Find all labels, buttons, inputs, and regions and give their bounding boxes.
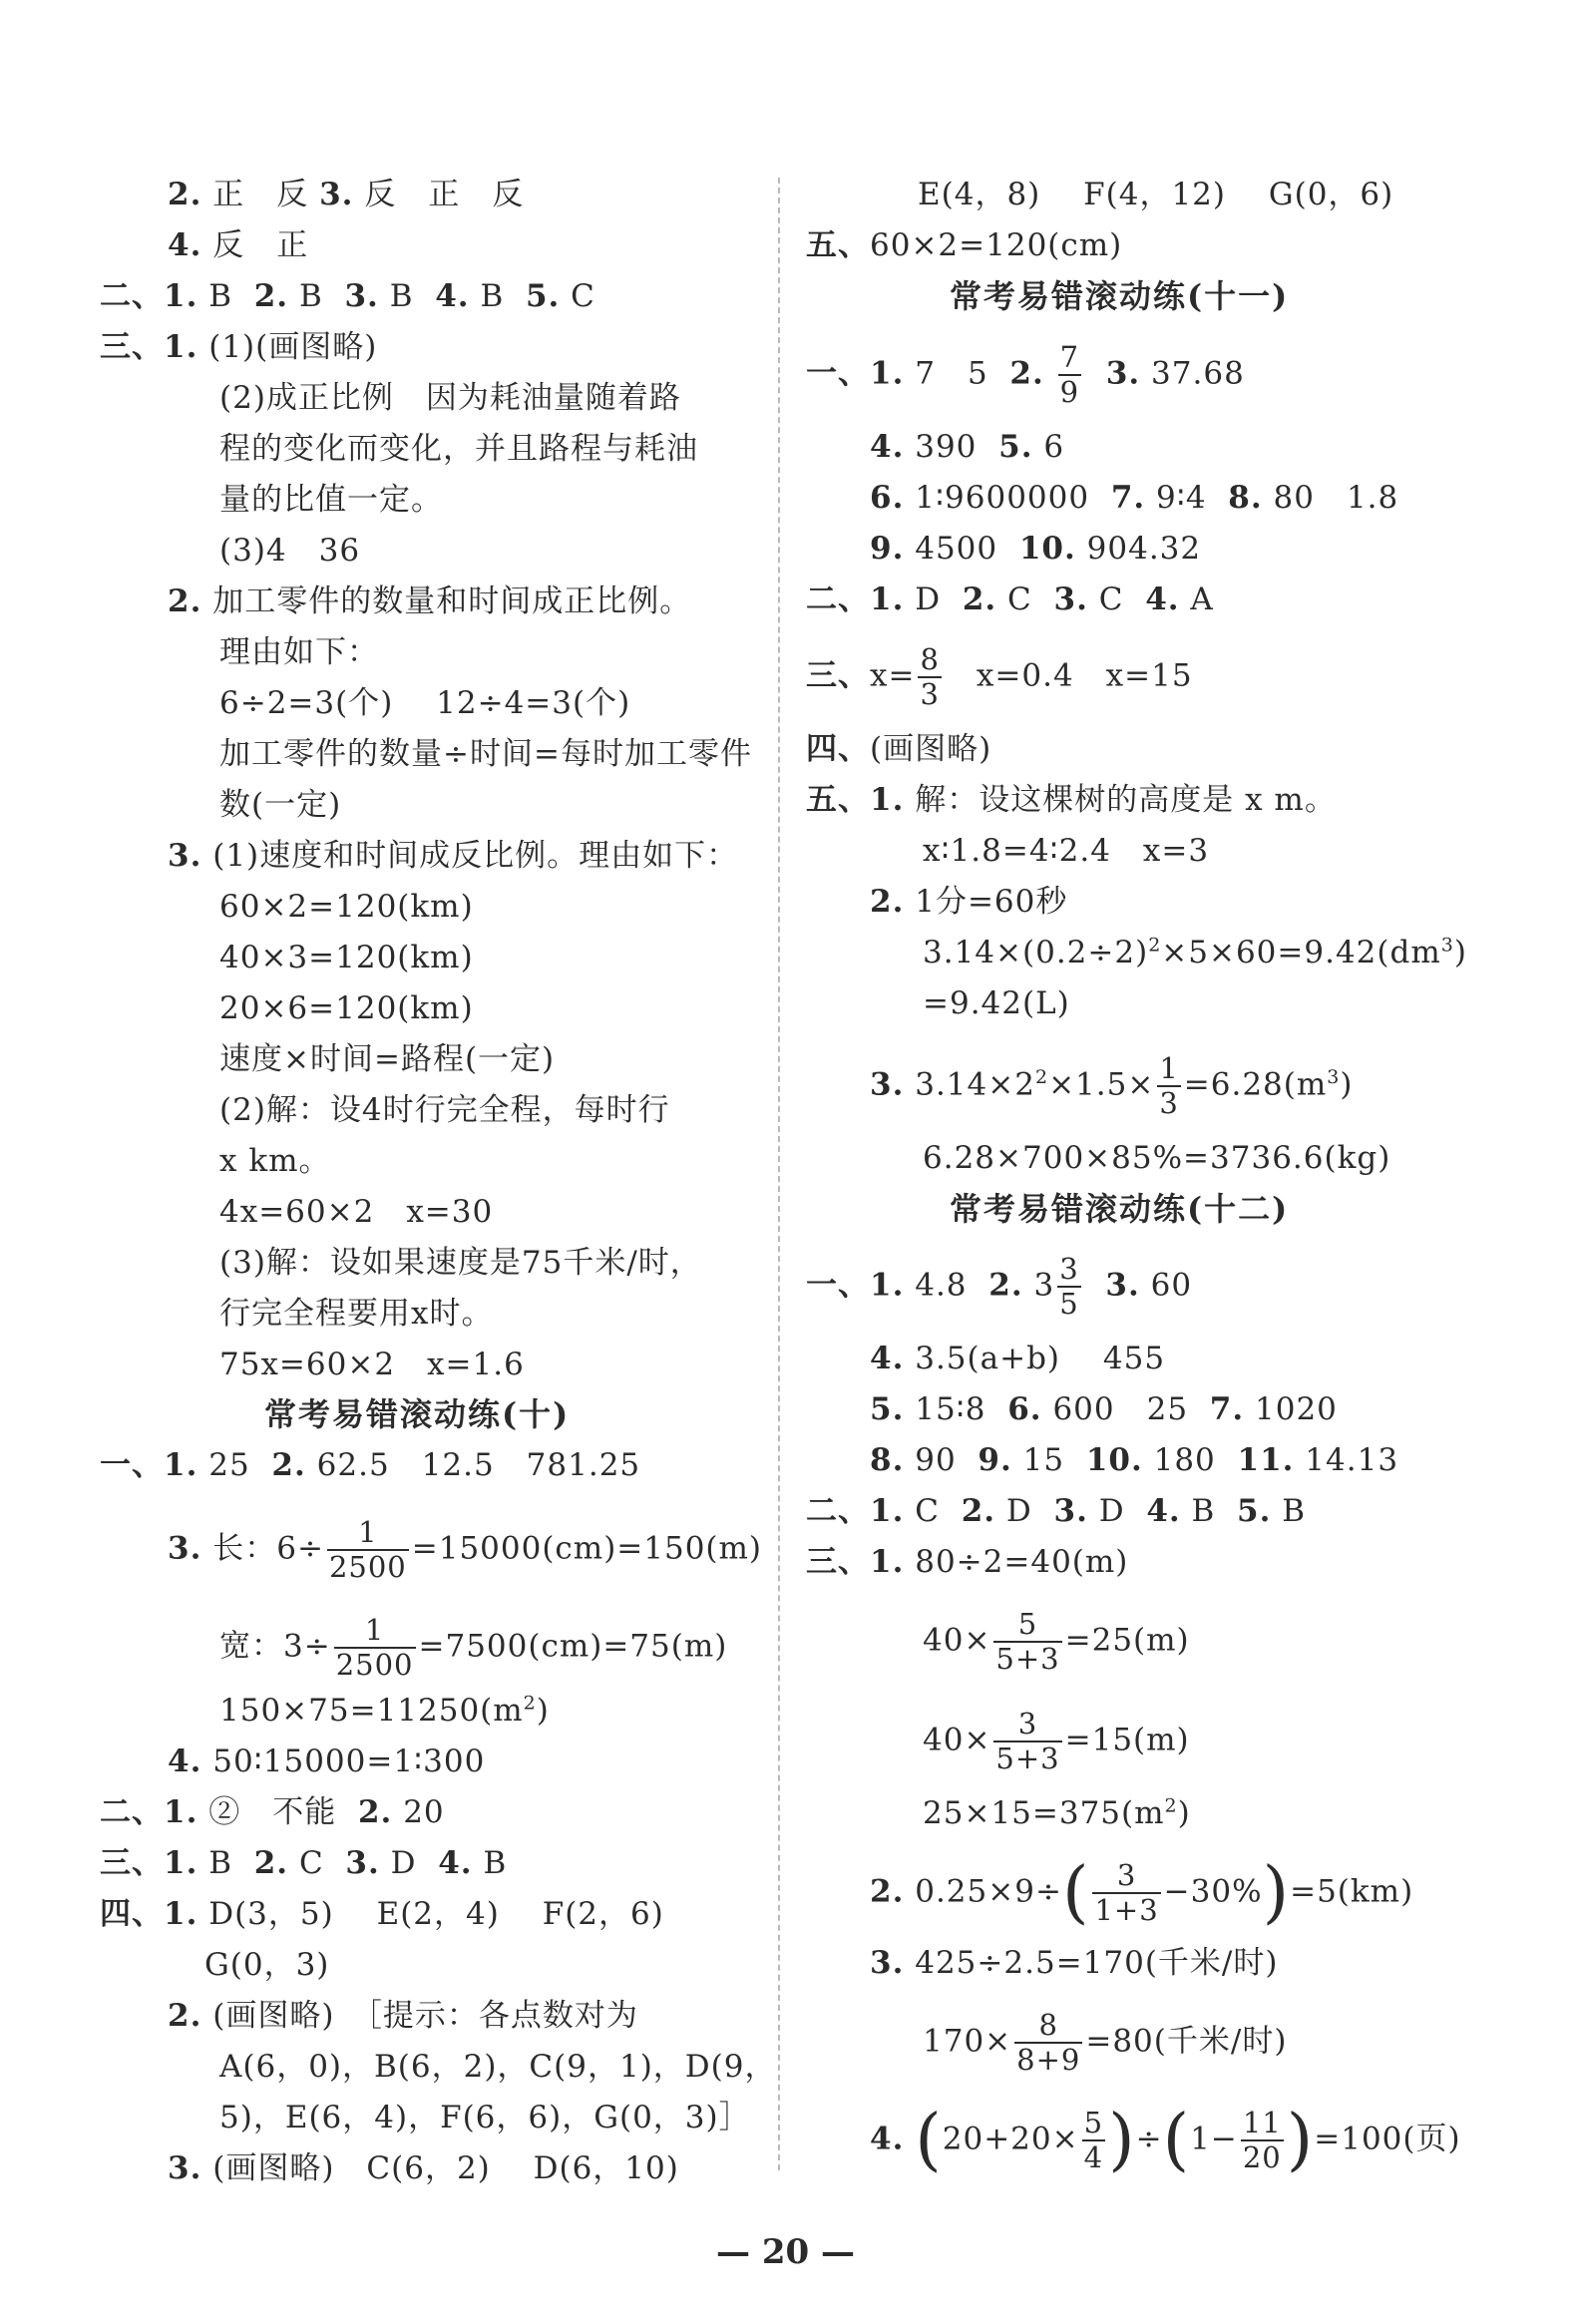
section-label: 二、 [806, 581, 870, 617]
answer: B [1282, 1493, 1307, 1529]
answer: 60 [1150, 1267, 1193, 1304]
fraction [1082, 2107, 1105, 2174]
answer: C [1007, 581, 1032, 617]
section-heading: 常考易错滚动练(十) [264, 1395, 571, 1433]
line-r23 [923, 1607, 1190, 1676]
item-number: 9. [870, 531, 905, 567]
item-number: 9. [978, 1442, 1012, 1478]
line-l7: 量的比值一定。 [219, 482, 443, 518]
item-number: 2. [271, 1447, 306, 1483]
line-r16: 6.28×700×85%=3736.6(kg) [923, 1140, 1391, 1176]
line-r4 [870, 427, 1064, 467]
item-number: 1. [164, 1794, 198, 1830]
line-l31 [100, 1843, 507, 1883]
answer: (1)速度和时间成反比例。理由如下： [212, 838, 739, 874]
answer: 425÷2.5=170(千米/时) [915, 1945, 1279, 1981]
answer: D(3，5) E(2，4) F(2，6) [208, 1896, 664, 1932]
denominator: 20 [1242, 2140, 1282, 2174]
numerator: 5 [1017, 1607, 1038, 1641]
expr: 40× [923, 1722, 991, 1758]
denominator: 4 [1083, 2140, 1104, 2174]
numerator: 1 [364, 1613, 385, 1647]
line-r21 [806, 1491, 1306, 1531]
answer: B [208, 278, 233, 314]
expr: 40× [923, 1622, 991, 1659]
line-l2 [168, 225, 308, 265]
expr: 0.25×9÷ [915, 1873, 1062, 1910]
section-label: 二、 [806, 1493, 870, 1529]
line-r14: =9.42(L) [923, 985, 1070, 1021]
line-l3 [100, 276, 595, 316]
item-number: 2. [168, 583, 202, 619]
expr: =80(千米/时) [1085, 2023, 1288, 2060]
item-number: 1. [164, 329, 198, 365]
denominator: 3 [920, 677, 940, 711]
line-l16: 40×3=120(km) [219, 940, 474, 975]
item-number: 3. [1105, 1267, 1140, 1304]
answer: (画图略) C(6，2) D(6，10) [212, 2150, 679, 2186]
expr: −30% [1163, 1873, 1263, 1910]
expr: ) [1177, 1795, 1191, 1831]
answer: 600 25 [1052, 1391, 1189, 1427]
answer: A [1190, 581, 1214, 617]
item-number: 10. [1085, 1442, 1143, 1478]
line-r6 [870, 529, 1201, 569]
expr: =15(m) [1064, 1722, 1190, 1758]
item-number: 5. [998, 429, 1033, 465]
answer: 3.5(a+b) 455 [915, 1341, 1166, 1376]
line-r11: x∶1.8=4∶2.4 x=3 [923, 833, 1210, 869]
answer: 1∶9600000 [915, 480, 1090, 516]
item-number: 3. [345, 1845, 380, 1881]
item-number: 2. [962, 581, 997, 617]
section-heading: 常考易错滚动练(十二) [950, 1190, 1290, 1228]
answer: B [480, 278, 505, 314]
section-label: 三、 [806, 1544, 870, 1580]
answer: 1020 [1255, 1391, 1338, 1427]
expr: =100(页) [1314, 2121, 1461, 2157]
superscript: 2 [1164, 1794, 1178, 1817]
expr: 20+20× [942, 2121, 1079, 2157]
item-number: 2. [253, 278, 289, 314]
answer: 6 [1043, 429, 1065, 465]
line-r9 [806, 729, 991, 769]
section-heading: 常考易错滚动练(十一) [950, 277, 1290, 315]
answer: 180 [1153, 1442, 1216, 1478]
denominator: 2500 [328, 1550, 407, 1584]
line-l25 [100, 1445, 640, 1485]
fraction [1014, 2009, 1082, 2077]
answer: 80 1.8 [1273, 480, 1399, 516]
expr: 170× [923, 2023, 1012, 2060]
answer: 50∶15000=1∶300 [212, 1743, 486, 1779]
superscript: 2 [523, 1692, 537, 1715]
fraction [1157, 1052, 1180, 1120]
line-r22 [806, 1542, 1128, 1582]
answer: C [571, 278, 595, 314]
answer: 9∶4 [1156, 480, 1207, 516]
numerator: 1 [1159, 1051, 1179, 1085]
answer: 14.13 [1305, 1442, 1399, 1478]
section-label: 二、 [100, 1794, 164, 1830]
item-number: 1. [870, 1493, 905, 1529]
numerator: 11 [1242, 2106, 1282, 2139]
numerator: 5 [1083, 2106, 1104, 2139]
line-l35: A(6，0)，B(6，2)，C(9，1)，D(9， [219, 2049, 777, 2085]
answer: 390 [915, 429, 978, 465]
item-number: 2. [253, 1845, 289, 1881]
line-l1 [168, 175, 524, 214]
line-r27 [870, 1943, 1278, 1983]
answer: 20 [403, 1794, 445, 1830]
denominator: 1+3 [1094, 1893, 1159, 1927]
line-l30 [100, 1792, 445, 1832]
item-number: 2. [870, 1873, 905, 1910]
item-number: 3. [870, 1945, 905, 1981]
line-r29 [870, 2101, 1461, 2179]
item-number: 1. [870, 782, 905, 818]
item-number: 4. [168, 1743, 202, 1779]
answer: 904.32 [1086, 531, 1202, 567]
superscript: 3 [1327, 1066, 1341, 1089]
item-number: 4. [168, 227, 202, 263]
line-r24 [923, 1707, 1190, 1775]
right-paren: ) [1108, 2101, 1136, 2179]
fraction [327, 1516, 409, 1584]
left-paren: ( [1162, 2101, 1191, 2179]
answer: C [298, 1845, 324, 1881]
line-r3 [806, 340, 1245, 409]
answer: 加工零件的数量和时间成正比例。 [212, 583, 692, 619]
expr: =7500(cm)=75(m) [418, 1628, 728, 1665]
answer: B [298, 278, 323, 314]
line-r15 [870, 1051, 1354, 1120]
answer: 15∶8 [915, 1391, 986, 1427]
denominator: 2500 [335, 1648, 414, 1682]
item-number: 5. [870, 1391, 905, 1427]
fraction [918, 643, 941, 711]
line-l15: 60×2=120(km) [219, 889, 474, 925]
answer: (画图略) [870, 731, 992, 767]
item-number: 3. [319, 177, 354, 212]
answer: D [1005, 1493, 1032, 1529]
section-label: 一、 [100, 1447, 164, 1483]
line-r19 [870, 1389, 1338, 1429]
line-r17 [806, 1252, 1193, 1321]
answer: 反 正 反 [364, 177, 525, 212]
expr: 长：6÷ [212, 1530, 324, 1567]
expr: 1− [1190, 2121, 1238, 2157]
section-label: 四、 [100, 1896, 164, 1932]
answer: 解：设这棵树的高度是 x m。 [915, 782, 1337, 818]
line-l23: 行完全程要用x时。 [219, 1296, 494, 1332]
expr: =25(m) [1064, 1622, 1190, 1659]
answer: 60×2=120(cm) [870, 227, 1123, 263]
fraction [1092, 1859, 1160, 1927]
item-number: 2. [870, 884, 905, 920]
expr: 150×75=11250(m [219, 1693, 524, 1729]
line-l21: 4x=60×2 x=30 [219, 1194, 494, 1230]
answer: 15 [1022, 1442, 1065, 1478]
answer: 37.68 [1151, 355, 1245, 392]
line-r20 [870, 1440, 1398, 1480]
section-label: 一、 [806, 1267, 870, 1304]
line-r25 [923, 1793, 1191, 1833]
answer: 4.8 [915, 1267, 968, 1304]
superscript: 2 [1148, 934, 1162, 957]
item-number: 1. [164, 278, 198, 314]
line-l27 [219, 1613, 728, 1682]
fraction [1057, 1253, 1080, 1321]
item-number: 4. [435, 278, 470, 314]
denominator: 8+9 [1016, 2043, 1081, 2077]
superscript: 2 [1034, 1066, 1049, 1089]
item-number: 1. [870, 1267, 905, 1304]
line-l34 [168, 1996, 638, 2036]
numerator: 7 [1059, 340, 1080, 374]
answer: D [1098, 1493, 1125, 1529]
answer: 反 正 [212, 227, 309, 263]
line-l36: 5)，E(6，4)，F(6，6)，G(0，3)］ [219, 2100, 751, 2135]
numerator: 1 [358, 1515, 378, 1549]
numerator: 8 [920, 642, 940, 676]
line-r1: E(4，8) F(4，12) G(0，6) [918, 177, 1394, 212]
denominator: 5+3 [995, 1642, 1060, 1676]
answer: 90 [915, 1442, 957, 1478]
superscript: 3 [1440, 934, 1454, 957]
line-r13 [923, 933, 1467, 972]
line-r7 [806, 580, 1214, 619]
line-r5 [870, 478, 1398, 518]
denominator: 3 [1159, 1086, 1179, 1120]
denominator: 5 [1059, 1287, 1079, 1321]
expr: x= [870, 657, 916, 694]
left-paren: ( [915, 2101, 943, 2179]
line-l4 [100, 327, 377, 367]
item-number: 5. [1237, 1493, 1272, 1529]
line-l20: x km。 [219, 1143, 331, 1179]
section-label: 四、 [806, 731, 870, 767]
item-number: 6. [1007, 1391, 1042, 1427]
fraction [993, 1708, 1061, 1775]
section-label: 三、 [100, 329, 164, 365]
whole-number: 3 [1033, 1267, 1055, 1304]
answer: B [483, 1845, 508, 1881]
line-l19: (2)解：设4时行完全程，每时行 [219, 1092, 670, 1128]
expr: 25×15=375(m [923, 1795, 1165, 1831]
item-number: 4. [870, 1341, 905, 1376]
item-number: 4. [438, 1845, 473, 1881]
item-number: 4. [1145, 581, 1180, 617]
expr: x=0.4 x=15 [944, 657, 1193, 694]
item-number: 3. [344, 278, 379, 314]
item-number: 11. [1237, 1442, 1295, 1478]
item-number: 4. [870, 429, 905, 465]
expr: =15000(cm)=150(m) [411, 1530, 763, 1567]
item-number: 8. [1228, 480, 1263, 516]
item-number: 3. [1105, 355, 1141, 392]
numerator: 8 [1038, 2008, 1058, 2042]
item-number: 1. [164, 1845, 198, 1881]
item-number: 1. [870, 581, 905, 617]
expr: ) [536, 1693, 550, 1729]
line-l17: 20×6=120(km) [219, 990, 474, 1026]
item-number: 2. [988, 1267, 1023, 1304]
expr: ) [1453, 935, 1467, 970]
section-label: 三、 [806, 657, 870, 694]
fraction [993, 1608, 1061, 1676]
item-number: 3. [870, 1066, 905, 1103]
line-l33: G(0，3) [204, 1947, 330, 1983]
line-l11: 6÷2=3(个) 12÷4=3(个) [219, 685, 631, 721]
line-l26 [168, 1515, 763, 1584]
expr: ) [1340, 1066, 1354, 1103]
item-number: 3. [168, 2150, 202, 2186]
expr: ×1.5× [1048, 1066, 1155, 1103]
answer: C [915, 1493, 940, 1529]
line-l5: (2)成正比例 因为耗油量随着路 [219, 380, 681, 416]
section-label: 五、 [806, 227, 870, 263]
item-number: 7. [1209, 1391, 1245, 1427]
item-number: 4. [1146, 1493, 1181, 1529]
answer: ② 不能 [208, 1794, 337, 1830]
answer: (1)(画图略) [208, 329, 378, 365]
line-r2 [806, 225, 1122, 265]
line-l9 [168, 581, 691, 621]
line-l8: (3)4 36 [219, 533, 361, 569]
line-l12: 加工零件的数量÷时间=每时加工零件 [219, 736, 752, 772]
fraction [334, 1614, 416, 1682]
item-number: 3. [1053, 581, 1088, 617]
section-label: 二、 [100, 278, 164, 314]
answer: C [1098, 581, 1124, 617]
section-label: 五、 [806, 782, 870, 818]
line-r18 [870, 1339, 1165, 1378]
item-number: 4. [870, 2121, 905, 2157]
line-r26 [870, 1853, 1414, 1932]
numerator: 3 [1059, 1252, 1079, 1286]
item-number: 5. [525, 278, 561, 314]
answer: 80÷2=40(m) [915, 1544, 1129, 1580]
numerator: 3 [1116, 1858, 1137, 1892]
answer: (画图略) ［提示：各点数对为 [212, 1998, 638, 2034]
line-l14 [168, 836, 738, 876]
section-label: 三、 [100, 1845, 164, 1881]
line-l24: 75x=60×2 x=1.6 [219, 1347, 525, 1382]
expr: 宽：3÷ [219, 1628, 331, 1665]
section-label: 一、 [806, 355, 870, 392]
answer: 4500 [915, 531, 998, 567]
expr: 3.14×(0.2÷2) [923, 935, 1149, 970]
line-l29 [168, 1742, 485, 1781]
item-number: 8. [870, 1442, 905, 1478]
right-paren: ) [1286, 2101, 1315, 2179]
answer: 1分=60秒 [915, 884, 1068, 920]
left-paren: ( [1061, 1853, 1090, 1932]
numerator: 3 [1017, 1707, 1038, 1741]
line-l37 [168, 2148, 679, 2188]
item-number: 10. [1018, 531, 1076, 567]
line-l6: 程的变化而变化，并且路程与耗油 [219, 431, 698, 467]
line-l18: 速度×时间=路程(一定) [219, 1041, 556, 1077]
expr: =6.28(m [1183, 1066, 1328, 1103]
answer: D [390, 1845, 417, 1881]
column-divider [778, 178, 780, 2170]
expr: ÷ [1135, 2121, 1163, 2157]
answer: B [208, 1845, 233, 1881]
answer: 正 反 [212, 177, 309, 212]
line-l13: 数(一定) [219, 787, 342, 823]
item-number: 3. [168, 838, 202, 874]
answer: B [389, 278, 414, 314]
answer: 7 5 [915, 355, 988, 392]
expr: 3.14×2 [915, 1066, 1035, 1103]
item-number: 2. [357, 1794, 393, 1830]
item-number: 6. [870, 480, 905, 516]
item-number: 3. [1053, 1493, 1088, 1529]
item-number: 2. [168, 1998, 202, 2034]
right-paren: ) [1262, 1853, 1291, 1932]
expr: ×5×60=9.42(dm [1161, 935, 1441, 970]
item-number: 1. [164, 1896, 198, 1932]
answer: D [915, 581, 942, 617]
line-r10 [806, 780, 1337, 820]
item-number: 3. [168, 1530, 202, 1567]
item-number: 2. [961, 1493, 996, 1529]
item-number: 2. [168, 177, 202, 212]
answer: B [1191, 1493, 1216, 1529]
denominator: 9 [1059, 375, 1080, 409]
item-number: 1. [870, 355, 905, 392]
item-number: 1. [164, 1447, 198, 1483]
expr: =5(km) [1290, 1873, 1414, 1910]
answer: 62.5 12.5 781.25 [316, 1447, 641, 1483]
line-l28 [219, 1691, 550, 1731]
fraction [1058, 341, 1081, 409]
line-r28 [923, 2008, 1288, 2077]
line-l10: 理由如下： [219, 634, 379, 670]
item-number: 1. [870, 1544, 905, 1580]
line-r8 [806, 642, 1193, 711]
line-l22: (3)解：设如果速度是75千米/时， [219, 1245, 702, 1281]
item-number: 7. [1110, 480, 1146, 516]
answer: 25 [208, 1447, 250, 1483]
line-r12 [870, 882, 1067, 922]
page-number: — 20 — [716, 2232, 855, 2272]
fraction [1241, 2107, 1284, 2174]
line-l32 [100, 1894, 664, 1934]
item-number: 2. [1009, 355, 1044, 392]
denominator: 5+3 [995, 1742, 1060, 1775]
